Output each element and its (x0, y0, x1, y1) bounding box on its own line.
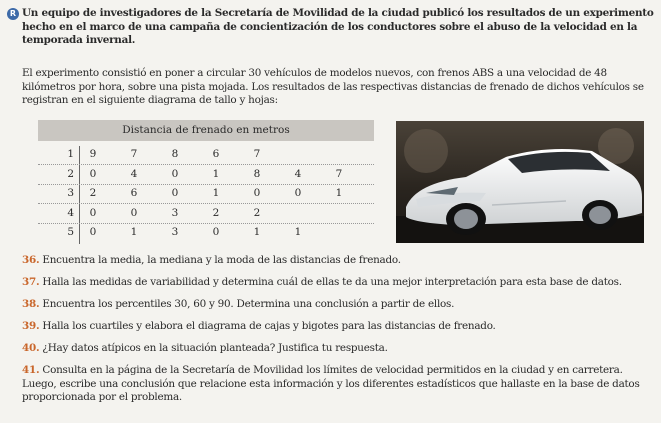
row-divider (38, 164, 374, 165)
leaf-value: 0 (253, 187, 261, 200)
leaf-value: 0 (171, 187, 179, 200)
question-item (22, 276, 656, 290)
intro-text: Un equipo de investigadores de la Secretaría de Movilidad de la ciudad publicó los resultados de un experimento hecho en el marco de una campaña de concientización de los conductores sobre el abuso de la velocidad en la temporada invernal. (22, 7, 654, 46)
leaf-value: 0 (89, 167, 97, 180)
leaf-value: 7 (335, 167, 343, 180)
stem-leaf-title: Distancia de frenado en metros (38, 120, 374, 141)
leaf-value: 7 (130, 148, 138, 160)
question-number: 39. (22, 320, 40, 332)
question-text: Halla las medidas de variabilidad y determina cuál de ellas te da una mejor interpretación para esta base de datos. (42, 276, 622, 288)
question-text: Consulta en la página de la Secretaría de Movilidad los límites de velocidad permitidos en la ciudad y en carretera. Luego, escribe una conclusión que relacione esta información y los diferentes estadísticos que hallaste en la base de datos proporcionada por el problema. (22, 364, 640, 403)
leaf-value: 1 (335, 187, 343, 200)
stem-value: 1 (67, 148, 74, 160)
leaf-value: 2 (212, 206, 220, 219)
car-photo (396, 121, 644, 243)
row-divider (38, 184, 374, 185)
leaf-value: 1 (294, 226, 302, 239)
leaf-value: 1 (253, 226, 261, 239)
leaf-value: 0 (294, 187, 302, 200)
question-item (22, 298, 656, 312)
stem-value: 2 (67, 167, 74, 180)
leaf-value: 8 (253, 167, 261, 180)
leaf-value: 6 (130, 187, 138, 200)
question-number: 38. (22, 298, 40, 310)
leaf-value: 9 (89, 148, 97, 160)
stem-value: 4 (67, 206, 74, 219)
leaf-value: 3 (171, 206, 179, 219)
leaf-value: 0 (130, 206, 138, 219)
section-badge: R (7, 8, 19, 20)
question-number: 36. (22, 254, 40, 266)
leaf-value: 0 (89, 206, 97, 219)
leaf-value: 4 (294, 167, 302, 180)
row-divider (38, 203, 374, 204)
leaf-value: 7 (253, 148, 261, 160)
question-number: 41. (22, 364, 40, 376)
leaf-value: 1 (212, 167, 220, 180)
row-divider (38, 223, 374, 224)
experiment-paragraph: El experimento consistió en poner a circular 30 vehículos de modelos nuevos, con frenos ABS a una velocidad de 48 kilómetros por hora, sobre una pista mojada. Los resultados de las respectivas distancias de frenado de dichos vehículos se registran en el siguiente diagrama de tallo y hojas: (22, 67, 644, 106)
leaf-value: 2 (89, 187, 97, 200)
question-item (22, 364, 656, 405)
question-item (22, 320, 656, 334)
question-text: Halla los cuartiles y elabora el diagrama de cajas y bigotes para las distancias de frenado. (42, 320, 496, 332)
question-number: 40. (22, 342, 40, 354)
stem-value: 3 (67, 187, 74, 200)
leaf-value: 0 (212, 226, 220, 239)
leaf-value: 6 (212, 148, 220, 160)
leaf-value: 0 (171, 167, 179, 180)
question-text: Encuentra los percentiles 30, 60 y 90. Determina una conclusión a partir de ellos. (42, 298, 455, 310)
question-text: Encuentra la media, la mediana y la moda de las distancias de frenado. (42, 254, 401, 266)
leaf-value: 3 (171, 226, 179, 239)
question-text: ¿Hay datos atípicos en la situación planteada? Justifica tu respuesta. (42, 342, 388, 354)
leaf-value: 0 (89, 226, 97, 239)
leaf-value: 4 (130, 167, 138, 180)
question-number: 37. (22, 276, 40, 288)
leaf-value: 2 (253, 206, 261, 219)
question-item (22, 254, 656, 268)
stem-value: 5 (67, 226, 74, 239)
leaf-value: 1 (212, 187, 220, 200)
question-item (22, 342, 656, 356)
stem-divider (79, 146, 80, 244)
leaf-value: 8 (171, 148, 179, 160)
leaf-value: 1 (130, 226, 138, 239)
